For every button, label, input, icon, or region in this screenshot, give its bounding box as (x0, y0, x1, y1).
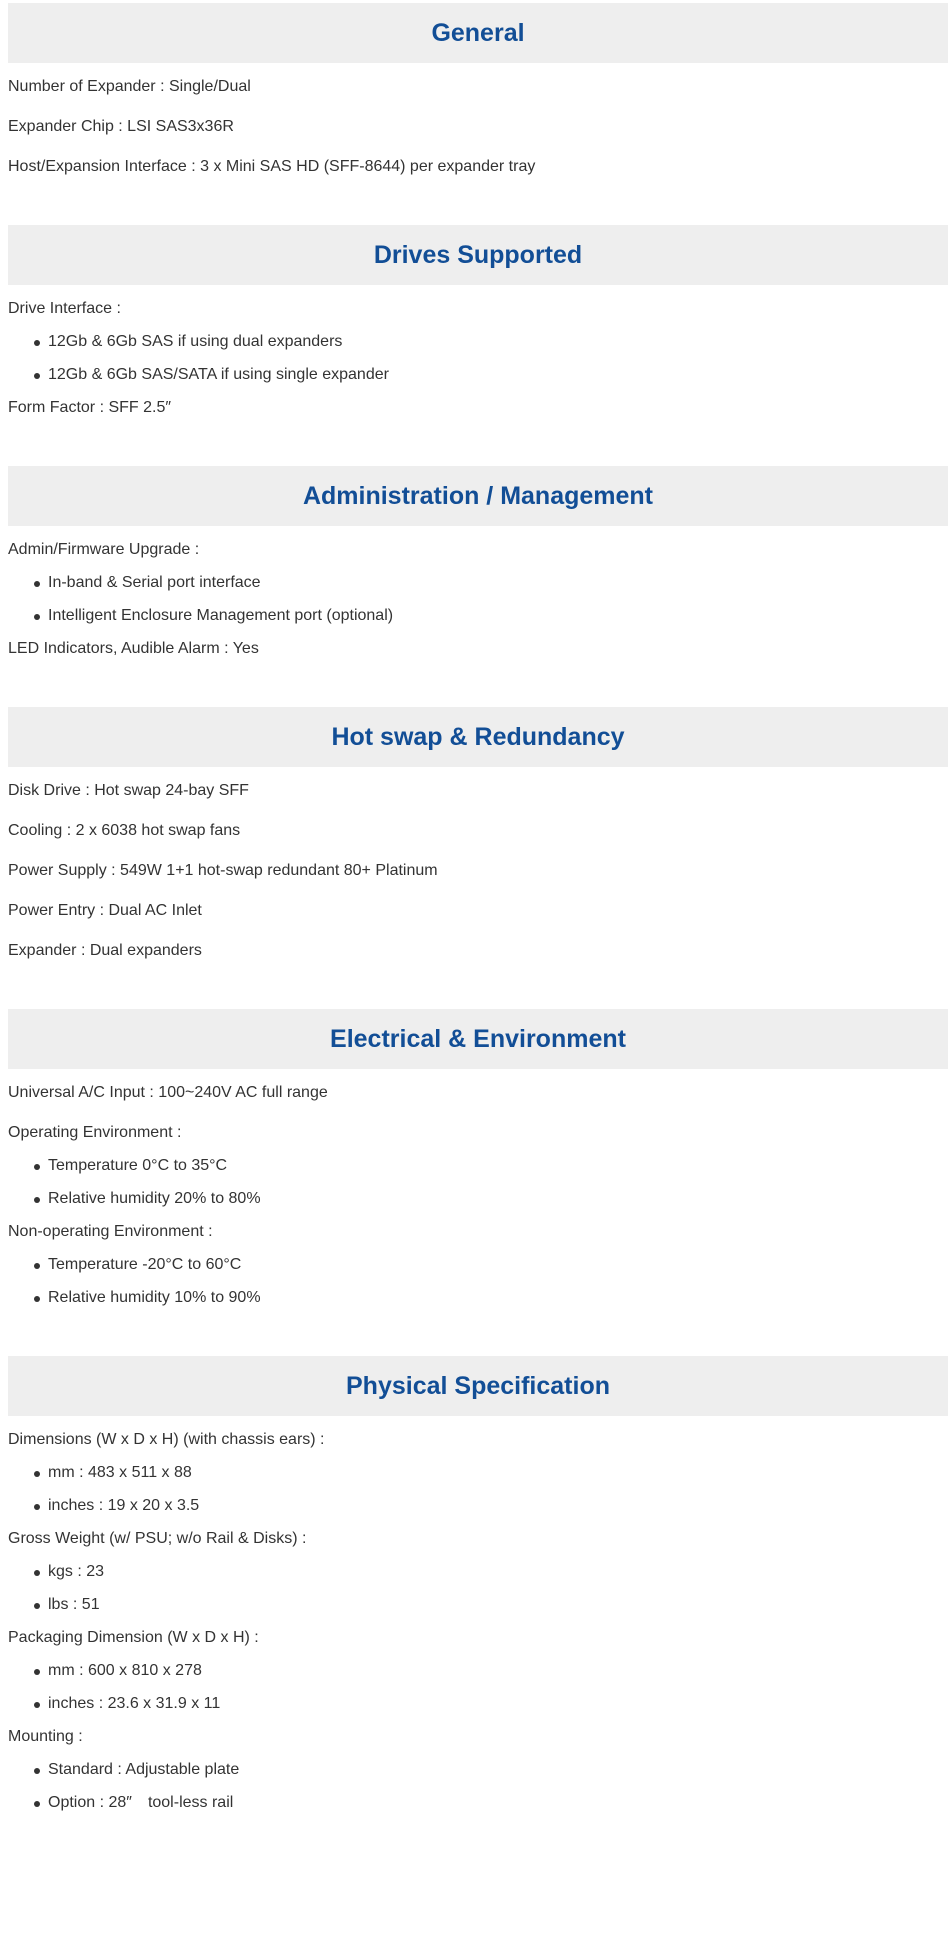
spec-bullet-item: Intelligent Enclosure Management port (optional) (8, 606, 948, 626)
spec-bullet-item: Standard : Adjustable plate (8, 1760, 948, 1780)
section-header (8, 3, 948, 63)
spec-line: Gross Weight (w/ PSU; w/o Rail & Disks) : (8, 1530, 307, 1547)
spec-line: Non-operating Environment : (8, 1223, 213, 1240)
spec-bullet-item: inches : 23.6 x 31.9 x 11 (8, 1694, 948, 1714)
spec-bullet-item: Temperature -20°C to 60°C (8, 1255, 948, 1275)
section-header (8, 225, 948, 285)
spec-line: Disk Drive : Hot swap 24-bay SFF (8, 782, 249, 799)
spec-line: Host/Expansion Interface : 3 x Mini SAS HD (SFF-8644) per expander tray (8, 158, 536, 175)
section-title: Hot swap & Redundancy (331, 722, 625, 751)
spec-bullet-list (8, 573, 948, 626)
section-title: Physical Specification (346, 1371, 610, 1400)
spec-line: Universal A/C Input : 100~240V AC full range (8, 1084, 328, 1101)
spec-bullet-item: Relative humidity 10% to 90% (8, 1288, 948, 1308)
spec-line: Dimensions (W x D x H) (with chassis ears) : (8, 1431, 325, 1448)
section-title: Electrical & Environment (330, 1024, 626, 1053)
spec-line: LED Indicators, Audible Alarm : Yes (8, 640, 259, 657)
section-title: Drives Supported (373, 240, 583, 269)
spec-line: Power Supply : 549W 1+1 hot-swap redundant 80+ Platinum (8, 862, 438, 879)
spec-bullet-item: mm : 600 x 810 x 278 (8, 1661, 948, 1681)
section-general (8, 3, 948, 177)
spec-line: Expander : Dual expanders (8, 942, 202, 959)
spec-bullet-item: kgs : 23 (8, 1562, 948, 1582)
spec-bullet-item: lbs : 51 (8, 1595, 948, 1615)
spec-bullet-item: 12Gb & 6Gb SAS/SATA if using single expander (8, 365, 948, 385)
section-header (8, 707, 948, 767)
spec-bullet-list (8, 1463, 948, 1516)
spec-line: Drive Interface : (8, 300, 121, 317)
spec-bullet-list (8, 1156, 948, 1209)
spec-bullet-list (8, 1255, 948, 1308)
section-header (8, 1009, 948, 1069)
spec-line: Expander Chip : LSI SAS3x36R (8, 118, 234, 135)
spec-bullet-list (8, 1661, 948, 1714)
section-physical-specification (8, 1356, 948, 1813)
spec-line: Mounting : (8, 1728, 83, 1745)
spec-bullet-list (8, 1562, 948, 1615)
spec-bullet-list (8, 332, 948, 385)
section-drives-supported (8, 225, 948, 418)
section-electrical-environment (8, 1009, 948, 1308)
section-hot-swap-redundancy (8, 707, 948, 961)
section-administration-management (8, 466, 948, 659)
spec-line: Number of Expander : Single/Dual (8, 78, 251, 95)
spec-bullet-item: 12Gb & 6Gb SAS if using dual expanders (8, 332, 948, 352)
spec-line: Admin/Firmware Upgrade : (8, 541, 200, 558)
spec-line: Packaging Dimension (W x D x H) : (8, 1629, 259, 1646)
spec-line: Power Entry : Dual AC Inlet (8, 902, 202, 919)
spec-bullet-item: Temperature 0°C to 35°C (8, 1156, 948, 1176)
spec-bullet-item: Relative humidity 20% to 80% (8, 1189, 948, 1209)
section-title: General (431, 18, 525, 47)
spec-bullet-item: In-band & Serial port interface (8, 573, 948, 593)
section-title: Administration / Management (302, 481, 654, 510)
spec-bullet-item: inches : 19 x 20 x 3.5 (8, 1496, 948, 1516)
spec-bullet-item: Option : 28″ tool-less rail (8, 1793, 948, 1813)
section-header (8, 466, 948, 526)
spec-bullet-item: mm : 483 x 511 x 88 (8, 1463, 948, 1483)
spec-line: Operating Environment : (8, 1124, 182, 1141)
section-header (8, 1356, 948, 1416)
spec-line: Cooling : 2 x 6038 hot swap fans (8, 822, 241, 839)
spec-line: Form Factor : SFF 2.5″ (8, 399, 172, 416)
spec-bullet-list (8, 1760, 948, 1813)
